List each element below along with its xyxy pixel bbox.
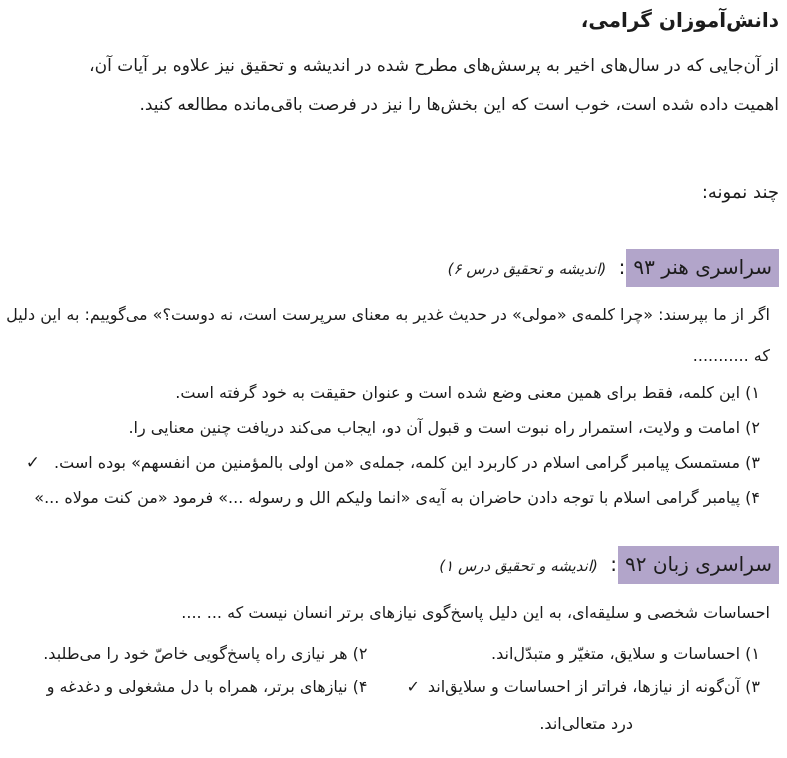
exam1-option-1: ۱) این کلمه، فقط برای همین معنی وضع شده است و عنوان حقیقت به خود گرفته است.	[175, 383, 760, 402]
exam2-option-4-continuation: درد متعالی‌اند.	[539, 714, 633, 733]
page-title: دانش‌آموزان گرامی،	[580, 8, 779, 32]
correct-checkmark-icon: ✓	[406, 677, 420, 696]
exam1-title-colon: :	[618, 255, 626, 279]
exam2-options-row-2	[0, 675, 787, 698]
exam1-option-4: ۴) پیامبر گرامی اسلام با توجه دادن حاضران به آیه‌ی «انما ولیکم الل و رسوله ...» فرمود «من کنت مولاه ...»	[34, 488, 760, 507]
exam2-title-highlight: سراسری زبان ۹۲	[618, 546, 779, 584]
exam1-title-highlight: سراسری هنر ۹۳	[626, 249, 779, 287]
exam1-question-line-2: که ...........	[692, 346, 770, 365]
exam2-option-3	[394, 675, 787, 698]
exam2-annotation: (اندیشه و تحقیق درس ۱)	[439, 557, 598, 575]
exam1-option-3	[26, 451, 760, 476]
exam2-option-4: ۴) نیازهای برتر، همراه با دل مشغولی و دغدغه و	[46, 677, 368, 696]
exam1-option-3-text: ۳) مستمسک پیامبر گرامی اسلام در کاربرد این کلمه، جمله‌ی «من اولی بالمؤمنین من انفسهم» بوده است.	[54, 453, 760, 472]
exam2-title-colon: :	[610, 552, 617, 576]
correct-checkmark-icon: ✓	[25, 453, 41, 473]
intro-paragraph-line-2: اهمیت داده شده است، خوب است که این بخش‌ها را نیز در فرصت باقی‌مانده مطالعه کنید.	[139, 95, 779, 115]
exam1-option-2: ۲) امامت و ولایت، استمرار راه نبوت است و قبول آن دو، ایجاب می‌کند دریافت چنین معنایی را.	[128, 418, 760, 437]
exam1-annotation: (اندیشه و تحقیق درس ۶)	[447, 260, 607, 278]
exam1-question-line-1: اگر از ما بپرسند: «چرا کلمه‌ی «مولی» در حدیث غدیر به معنای سرپرست است، نه دوست؟» می‌گوییم: به این دلیل	[6, 305, 770, 324]
exam2-header	[439, 546, 779, 584]
samples-label: چند نمونه:	[701, 182, 779, 203]
exam2-question: احساسات شخصی و سلیقه‌ای، به این دلیل پاسخ‌گوی نیازهای برتر انسان نیست که ... ....	[181, 603, 770, 622]
exam1-header	[448, 249, 779, 287]
exam2-option-3-text: ۳) آن‌گونه از نیازها، فراتر از احساسات و سلایق‌اند	[427, 677, 760, 696]
intro-paragraph-line-1: از آن‌جایی که در سال‌های اخیر به پرسش‌های مطرح شده در اندیشه و تحقیق نیز علاوه بر آیات آن،	[89, 56, 779, 76]
exam2-option-1: ۱) احساسات و سلایق، متغیّر و متبدّل‌اند.	[491, 644, 760, 663]
exam2-options-row-1	[0, 642, 787, 665]
exam2-option-2: ۲) هر نیازی راه پاسخ‌گویی خاصّ خود را می‌طلبد.	[43, 644, 368, 663]
